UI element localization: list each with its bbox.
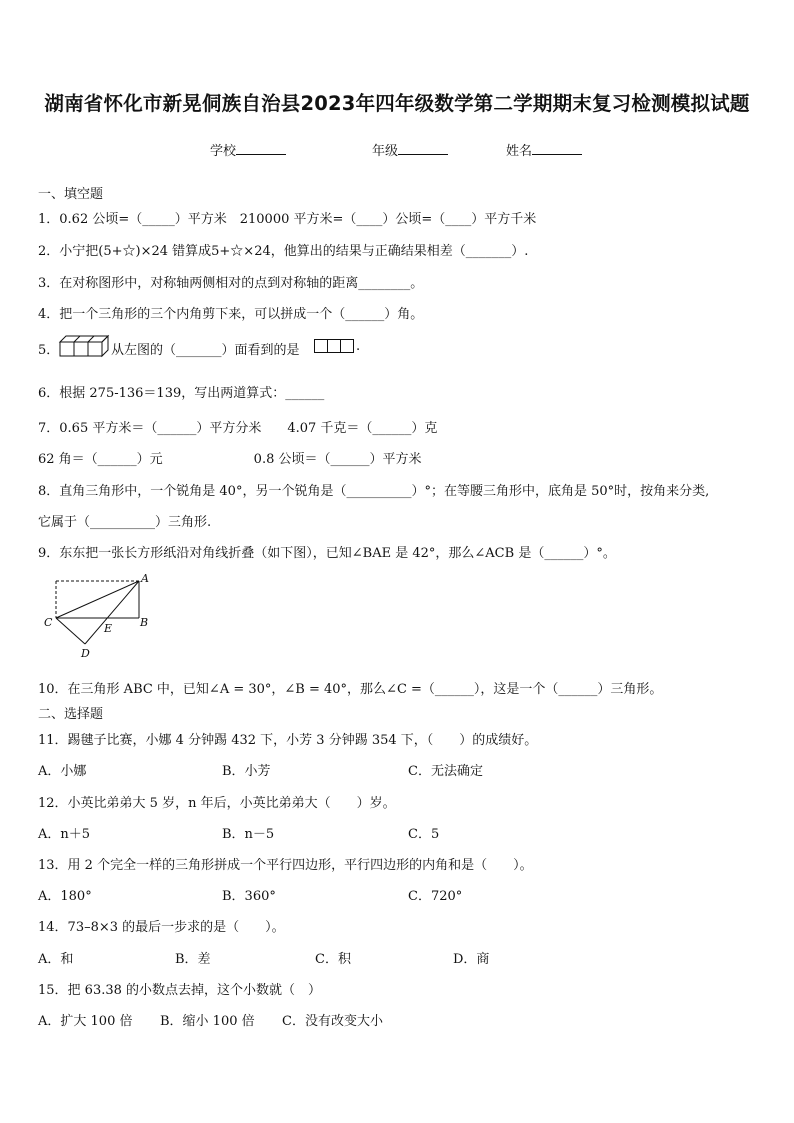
label-b: B bbox=[140, 616, 149, 629]
cube-row-figure bbox=[58, 334, 110, 358]
question-5-end: . bbox=[356, 339, 361, 354]
page-title: 湖南省怀化市新晃侗族自治县2023年四年级数学第二学期期末复习检测模拟试题 bbox=[44, 92, 750, 115]
q12-option-b[interactable]: B．n－5 bbox=[222, 827, 275, 842]
q12-option-a[interactable]: A．n＋5 bbox=[38, 827, 91, 842]
question-15: 15．把 63.38 的小数点去掉，这个小数就（ ） bbox=[38, 983, 322, 998]
question-5 bbox=[38, 339, 59, 358]
q13-option-a[interactable]: A．180° bbox=[38, 889, 92, 904]
question-14: 14．73–8×3 的最后一步求的是（ ）。 bbox=[38, 920, 285, 935]
q14-option-a[interactable]: A．和 bbox=[38, 952, 74, 967]
q11-option-b[interactable]: B．小芳 bbox=[222, 764, 271, 779]
label-e: E bbox=[104, 622, 113, 635]
grade-blank[interactable] bbox=[398, 142, 448, 155]
question-4: 4．把一个三角形的三个内角剪下来，可以拼成一个（______）角。 bbox=[38, 307, 424, 322]
name-blank[interactable] bbox=[532, 142, 582, 155]
question-7-line-1: 7．0.65 平方米＝（______）平方分米 4.07 千克＝（______）克 bbox=[38, 421, 438, 436]
school-blank[interactable] bbox=[236, 142, 286, 155]
question-13: 13．用 2 个完全一样的三角形拼成一个平行四边形，平行四边形的内角和是（ ）。 bbox=[38, 858, 533, 873]
q12-option-c[interactable]: C．5 bbox=[408, 827, 440, 842]
section-choice-heading: 二、选择题 bbox=[38, 707, 104, 722]
q14-option-b[interactable]: B．差 bbox=[175, 952, 211, 967]
question-6: 6．根据 275-136＝139，写出两道算式：______ bbox=[38, 386, 325, 401]
name-label: 姓名 bbox=[506, 144, 533, 159]
q11-option-a[interactable]: A．小娜 bbox=[38, 764, 87, 779]
q11-option-c[interactable]: C．无法确定 bbox=[408, 764, 483, 779]
q15-option-a[interactable]: A．扩大 100 倍 bbox=[38, 1014, 133, 1029]
folded-rectangle-figure bbox=[40, 570, 160, 662]
school-label: 学校 bbox=[210, 144, 237, 159]
question-7-line-2: 62 角＝（______）元 0.8 公顷＝（______）平方米 bbox=[38, 452, 422, 467]
q14-option-d[interactable]: D．商 bbox=[453, 952, 490, 967]
question-3: 3．在对称图形中，对称轴两侧相对的点到对称轴的距离________。 bbox=[38, 276, 424, 291]
view-squares-figure bbox=[314, 339, 356, 354]
question-8-line-1: 8．直角三角形中，一个锐角是 40°，另一个锐角是（__________）°；在等腰三角形中，底角是 50°时，按角来分类, bbox=[38, 484, 710, 499]
q15-option-c[interactable]: C．没有改变大小 bbox=[282, 1014, 383, 1029]
question-5-text: 从左图的（_______）面看到的是 bbox=[111, 343, 300, 358]
question-8-line-2: 它属于（__________）三角形. bbox=[38, 515, 212, 530]
question-12: 12．小英比弟弟大 5 岁，n 年后，小英比弟弟大（ ）岁。 bbox=[38, 796, 396, 811]
q13-option-b[interactable]: B．360° bbox=[222, 889, 276, 904]
q14-option-c[interactable]: C．积 bbox=[315, 952, 351, 967]
label-a: A bbox=[141, 572, 149, 585]
label-c: C bbox=[44, 616, 53, 629]
question-10: 10．在三角形 ABC 中，已知∠A = 30°，∠B = 40°，那么∠C =（______），这是一个（______）三角形。 bbox=[38, 682, 663, 697]
question-2: 2．小宁把(5+☆)×24 错算成5+☆×24，他算出的结果与正确结果相差（_______）. bbox=[38, 244, 529, 259]
grade-field bbox=[372, 140, 448, 159]
label-d: D bbox=[81, 647, 90, 660]
q15-option-b[interactable]: B．缩小 100 倍 bbox=[160, 1014, 255, 1029]
q13-option-c[interactable]: C．720° bbox=[408, 889, 463, 904]
school-field bbox=[210, 140, 286, 159]
grade-label: 年级 bbox=[372, 144, 399, 159]
section-fill-heading: 一、填空题 bbox=[38, 187, 104, 202]
name-field bbox=[506, 140, 582, 159]
question-5-number: 5． bbox=[38, 343, 60, 358]
question-11: 11．踢毽子比赛，小娜 4 分钟踢 432 下，小芳 3 分钟踢 354 下，（ ）的成绩好。 bbox=[38, 733, 538, 748]
question-1: 1．0.62 公顷=（_____）平方米 210000 平方米=（____）公顷=（____）平方千米 bbox=[38, 212, 537, 227]
question-9: 9．东东把一张长方形纸沿对角线折叠（如下图），已知∠BAE 是 42°，那么∠ACB 是（______）°。 bbox=[38, 546, 616, 561]
